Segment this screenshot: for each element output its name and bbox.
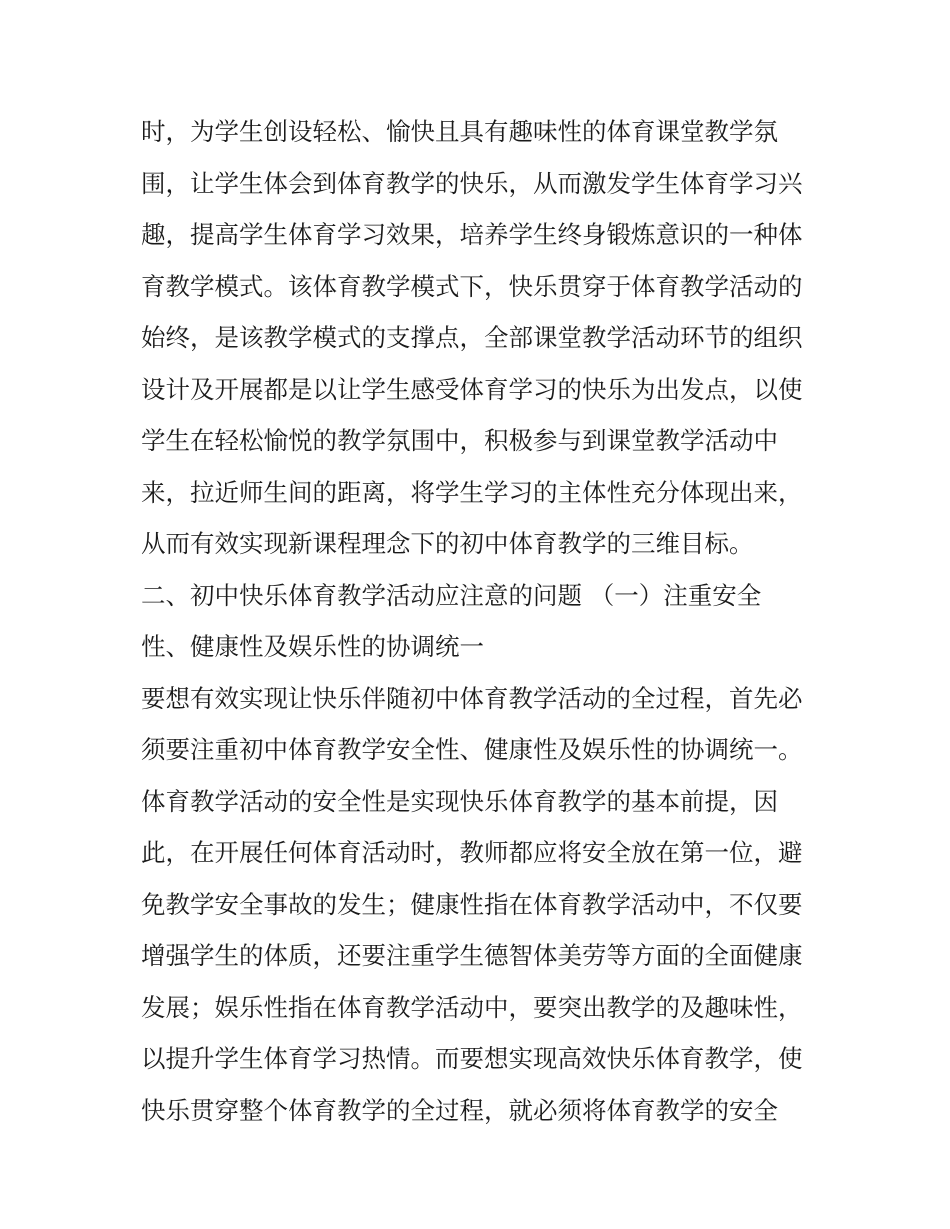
body-text bbox=[141, 106, 821, 1136]
text-line: 体育教学活动的安全性是实现快乐体育教学的基本前提，因 bbox=[141, 786, 778, 816]
text-line: 育教学模式。该体育教学模式下，快乐贯穿于体育教学活动的 bbox=[141, 271, 803, 301]
text-line: 增强学生的体质，还要注重学生德智体美劳等方面的全面健康 bbox=[141, 941, 803, 970]
text-line: 趣，提高学生体育学习效果，培养学生终身锻炼意识的一种体 bbox=[141, 220, 803, 249]
text-line: 始终，是该教学模式的支撑点，全部课堂教学活动环节的组织 bbox=[141, 323, 803, 352]
section-heading-line: 二、初中快乐体育教学活动应注意的问题 （一）注重安全 bbox=[141, 580, 762, 610]
section-heading-line: 性、健康性及娱乐性的协调统一 bbox=[141, 632, 484, 661]
text-line: 时，为学生创设轻松、愉快且具有趣味性的体育课堂教学氛 bbox=[141, 117, 778, 146]
text-line: 此，在开展任何体育活动时，教师都应将安全放在第一位，避 bbox=[141, 838, 803, 867]
text-line: 来，拉近师生间的距离，将学生学习的主体性充分体现出来， bbox=[141, 477, 803, 507]
text-line: 发展；娱乐性指在体育教学活动中，要突出教学的及趣味性， bbox=[141, 992, 803, 1022]
text-line: 以提升学生体育学习热情。而要想实现高效快乐体育教学，使 bbox=[141, 1044, 803, 1073]
text-line: 要想有效实现让快乐伴随初中体育教学活动的全过程，首先必 bbox=[141, 683, 803, 713]
text-line: 设计及开展都是以让学生感受体育学习的快乐为出发点，以使 bbox=[141, 374, 803, 404]
text-line: 学生在轻松愉悦的教学氛围中，积极参与到课堂教学活动中 bbox=[141, 426, 778, 455]
text-line: 免教学安全事故的发生；健康性指在体育教学活动中，不仅要 bbox=[141, 889, 803, 919]
text-line: 须要注重初中体育教学安全性、健康性及娱乐性的协调统一。 bbox=[141, 735, 803, 764]
text-line: 从而有效实现新课程理念下的初中体育教学的三维目标。 bbox=[141, 529, 754, 558]
text-line: 快乐贯穿整个体育教学的全过程，就必须将体育教学的安全 bbox=[141, 1095, 778, 1125]
text-line: 围，让学生体会到体育教学的快乐，从而激发学生体育学习兴 bbox=[141, 168, 803, 198]
